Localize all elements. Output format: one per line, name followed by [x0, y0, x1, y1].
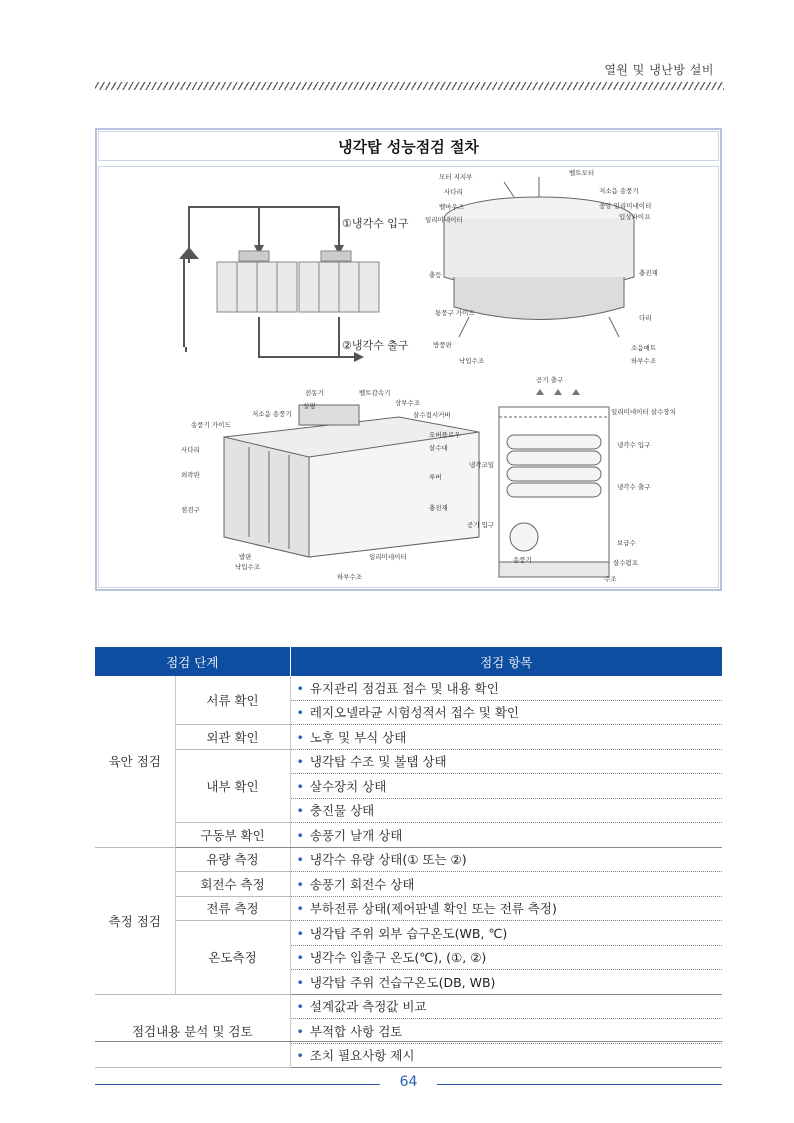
bullet-icon: • — [296, 1048, 304, 1064]
header-stage: 점검 단계 — [95, 647, 290, 676]
svg-text:공기 입구: 공기 입구 — [467, 521, 495, 529]
arrow-right-icon — [354, 352, 364, 362]
svg-text:살수대: 살수대 — [429, 444, 448, 452]
check-item-text: 냉각수 유량 상태(① 또는 ②) — [309, 852, 467, 868]
table-row — [95, 749, 722, 774]
svg-text:살수펌프: 살수펌프 — [613, 559, 639, 567]
bullet-icon: • — [296, 705, 304, 721]
check-item — [290, 945, 722, 970]
label-windbreak: 방풍판 — [433, 341, 452, 349]
svg-text:공기 출구: 공기 출구 — [536, 376, 564, 384]
svg-text:충진재: 충진재 — [429, 504, 448, 512]
arrow-up-icon — [179, 247, 199, 259]
table-row — [95, 921, 722, 946]
bullet-icon: • — [296, 876, 304, 892]
bullet-icon: • — [296, 680, 304, 696]
svg-text:상부수조: 상부수조 — [395, 399, 421, 407]
bullet-icon: • — [296, 729, 304, 745]
header-hatch-divider — [95, 82, 724, 90]
table-row — [95, 896, 722, 921]
svg-text:루버: 루버 — [429, 473, 442, 481]
figure-area — [98, 166, 719, 588]
label-noise-mat: 소음매트 — [631, 344, 657, 352]
check-item — [290, 749, 722, 774]
svg-text:냉각수 입구: 냉각수 입구 — [617, 441, 651, 449]
check-item-text: 레지오넬라균 시험성적서 접수 및 확인 — [309, 705, 519, 721]
check-item — [290, 676, 722, 700]
svg-text:냉각수 출구: 냉각수 출구 — [617, 483, 651, 491]
label-vent-guide: 통풍구 가이드 — [435, 309, 475, 317]
table-row — [95, 823, 722, 848]
check-item-text: 충진물 상태 — [309, 803, 375, 819]
label-legs: 다리 — [639, 314, 652, 322]
svg-text:오버플로우: 오버플로우 — [429, 431, 461, 439]
svg-text:낙입수조: 낙입수조 — [235, 563, 261, 571]
label-center-eliminator: 중앙 일리미네이터 — [599, 202, 652, 210]
substage-cell: 온도측정 — [175, 921, 290, 995]
check-item-text: 송풍기 날개 상태 — [309, 827, 403, 843]
svg-text:송풍기: 송풍기 — [513, 556, 532, 564]
bullet-icon: • — [296, 925, 304, 941]
svg-text:하부수조: 하부수조 — [337, 573, 363, 581]
outlet-label: ②냉각수 출구 — [342, 339, 409, 352]
table-row — [95, 676, 722, 700]
check-item — [290, 970, 722, 995]
label-low-noise-fan: 저소음 송풍기 — [599, 187, 639, 195]
substage-cell: 내부 확인 — [175, 749, 290, 823]
bullet-icon: • — [296, 999, 304, 1015]
bullet-icon: • — [296, 901, 304, 917]
check-item — [290, 896, 722, 921]
check-item-text: 조치 필요사항 제시 — [309, 1048, 415, 1064]
label-eliminator: 일리미네이터 — [425, 216, 463, 224]
stage-cell: 육안 점검 — [95, 676, 175, 847]
label-belt-motor: 벨트모터 — [569, 169, 595, 177]
substage-cell: 서류 확인 — [175, 676, 290, 725]
svg-text:실링: 실링 — [303, 402, 316, 410]
bullet-icon: • — [296, 803, 304, 819]
table-row — [95, 994, 722, 1019]
table-row — [95, 872, 722, 897]
check-item — [290, 872, 722, 897]
bullet-icon: • — [296, 754, 304, 770]
svg-text:벨트감속기: 벨트감속기 — [359, 389, 391, 397]
svg-text:발판: 발판 — [239, 553, 252, 561]
check-item — [290, 700, 722, 725]
closed-circuit-tower — [499, 407, 609, 577]
bullet-icon: • — [296, 827, 304, 843]
stage-cell: 측정 점검 — [95, 847, 175, 994]
inspection-table — [95, 647, 722, 1068]
tower-units — [217, 251, 379, 312]
svg-text:외곽판: 외곽판 — [181, 471, 200, 479]
cooling-tower-illustration — [99, 167, 718, 587]
table-row — [95, 725, 722, 750]
svg-text:전동기: 전동기 — [305, 389, 324, 397]
check-item-text: 살수장치 상태 — [309, 778, 387, 794]
check-item — [290, 847, 722, 872]
stage-cell: 점검내용 분석 및 검토 — [95, 994, 290, 1068]
svg-text:일리미네이터: 일리미네이터 — [369, 553, 407, 561]
label-motor-mount: 모터 지지부 — [439, 173, 473, 181]
svg-text:점검구: 점검구 — [181, 506, 200, 514]
air-outlet-arrows — [536, 389, 580, 395]
check-item — [290, 725, 722, 750]
bullet-icon: • — [296, 950, 304, 966]
header-items: 점검 항목 — [290, 647, 722, 676]
label-fill-media: 충진재 — [639, 269, 658, 277]
crossflow-tower — [224, 405, 479, 557]
label-riser-pipe: 입상파이프 — [619, 213, 651, 221]
check-item-text: 설계값과 측정값 비교 — [309, 999, 427, 1015]
svg-text:일리미네이터 살수장치: 일리미네이터 살수장치 — [611, 408, 676, 416]
table-bottom-rule — [95, 1041, 722, 1042]
substage-cell: 외관 확인 — [175, 725, 290, 750]
label-ladder: 사다리 — [444, 188, 463, 196]
check-item — [290, 994, 722, 1019]
check-item — [290, 1019, 722, 1044]
svg-text:수조: 수조 — [604, 575, 617, 583]
label-drop-basin: 낙입수조 — [459, 357, 485, 365]
svg-text:보급수: 보급수 — [617, 539, 636, 547]
bullet-icon: • — [296, 1023, 304, 1039]
check-item-text: 냉각탑 주위 외부 습구온도(WB, ℃) — [309, 925, 508, 941]
substage-cell: 회전수 측정 — [175, 872, 290, 897]
check-item — [290, 1043, 722, 1068]
substage-cell: 유량 측정 — [175, 847, 290, 872]
svg-text:살수접시커버: 살수접시커버 — [413, 411, 451, 419]
check-item-text: 유지관리 점검표 접수 및 내용 확인 — [309, 680, 499, 696]
label-lower-basin: 하부수조 — [631, 357, 657, 365]
svg-text:저소음 송풍기: 저소음 송풍기 — [252, 410, 292, 418]
svg-text:사다리: 사다리 — [181, 446, 200, 454]
check-item-text: 냉각탑 주위 건습구온도(DB, WB) — [309, 974, 496, 990]
check-item-text: 노후 및 부식 상태 — [309, 729, 407, 745]
section-header: 열원 및 냉난방 설비 — [604, 63, 714, 77]
substage-cell: 전류 측정 — [175, 896, 290, 921]
check-item — [290, 774, 722, 799]
label-bellmouth: 벨마우즈 — [439, 203, 465, 211]
check-item — [290, 823, 722, 848]
bullet-icon: • — [296, 778, 304, 794]
bullet-icon: • — [296, 974, 304, 990]
check-item-text: 냉각수 입출구 온도(℃), (①, ②) — [309, 950, 487, 966]
footer-rule-right — [437, 1084, 722, 1085]
bullet-icon: • — [296, 852, 304, 868]
check-item-text: 부하전류 상태(제어판넬 확인 또는 전류 측정) — [309, 901, 557, 917]
check-item-text: 송풍기 회전수 상태 — [309, 876, 415, 892]
substage-cell: 구동부 확인 — [175, 823, 290, 848]
table-row — [95, 847, 722, 872]
label-fill-layer: 충등 — [429, 271, 442, 279]
inlet-label: ①냉각수 입구 — [342, 217, 409, 230]
page-number: 64 — [399, 1074, 418, 1090]
svg-text:냉각코일: 냉각코일 — [469, 461, 495, 469]
check-item-text: 냉각탑 수조 및 볼탭 상태 — [309, 754, 447, 770]
page-footer — [95, 1074, 722, 1090]
check-item — [290, 921, 722, 946]
svg-text:송풍기 가이드: 송풍기 가이드 — [191, 421, 231, 429]
figure-title: 냉각탑 성능점검 절차 — [98, 131, 719, 161]
check-item-text: 부적합 사항 검토 — [309, 1023, 403, 1039]
check-item — [290, 798, 722, 823]
